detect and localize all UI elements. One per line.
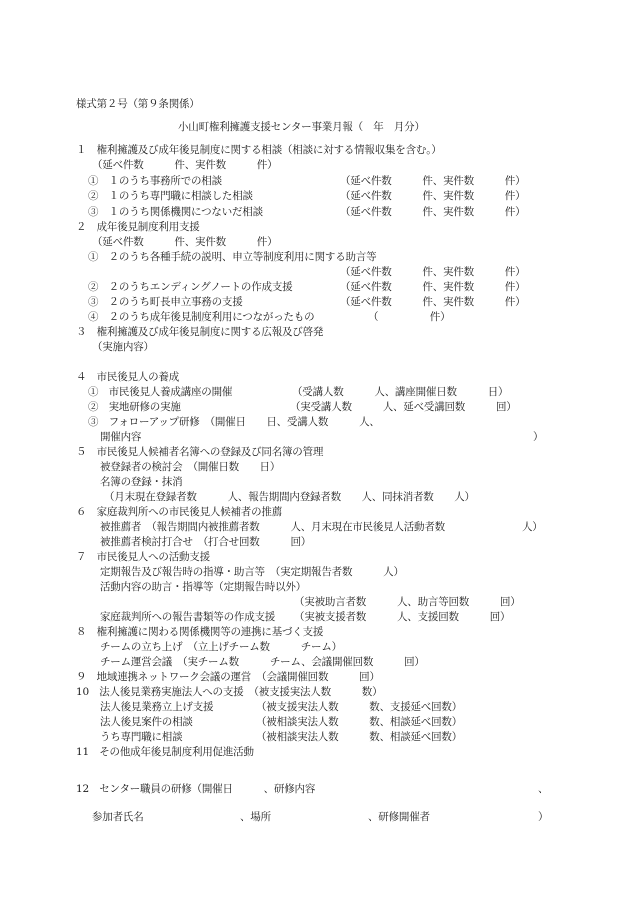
section-10-line-2-label: 法人後見案件の相談 [100,716,193,728]
section-2-item-1-label: ① ２のうち各種手続の説明、申立等制度利用に関する助言等 [88,251,377,263]
section-6-line-1-end: 人） [522,521,543,533]
section-1-item-2-counts: （延べ件数 件、実件数 件） [340,190,526,202]
section-2-item-2-counts: （延べ件数 件、実件数 件） [340,281,526,293]
section-5-heading: ５ 市民後見人候補者名簿への登録及び同名簿の管理 [76,446,324,458]
section-5-line-2: 名簿の登録・抹消 [100,476,183,488]
section-5-line-1: 被登録者の検討会 （開催日数 日） [100,461,281,473]
section-12-line-1: 12 センター職員の研修（開催日 、研修内容 [76,783,316,795]
section-10-line-3-counts: （被相談実法人数 数、相談延べ回数） [256,731,462,743]
section-2-item-1-counts: （延べ件数 件、実件数 件） [340,266,526,278]
section-12-venue: 、場所 [240,811,271,823]
section-6-heading: ６ 家庭裁判所への市民後見人候補者の推薦 [76,506,282,518]
section-10-line-1-label: 法人後見業務立上げ支援 [100,701,214,713]
section-7-line-3: （実被助言者数 人、助言等回数 回） [294,596,521,608]
section-2-item-4-label: ④ ２のうち成年後見制度利用につながったもの [88,311,315,323]
section-12-organizer: 、研修開催者 [368,811,430,823]
section-3-detail: （実施内容） [92,341,154,353]
section-4-item-3-close: ） [533,431,544,443]
section-6-line-2: 被推薦者検討打合せ （打合せ回数 回） [100,536,312,548]
section-10-heading: 10 法人後見業務実施法人への支援 （被支援実法人数 数） [76,686,383,698]
section-12-line-2-end: ） [538,811,549,823]
section-4-item-3-label: ③ フォローアップ研修 （開催日 日、受講人数 人、 [88,416,380,428]
section-4-item-1-counts: （受講人数 人、講座開催日数 日） [292,386,509,398]
section-2-counts: （延べ件数 件、実件数 件） [92,236,278,248]
section-8-line-2: チーム運営会議 （実チーム数 チーム、会議開催回数 回） [100,656,425,668]
section-3-heading: ３ 権利擁護及び成年後見制度に関する広報及び啓発 [76,326,324,338]
section-2-item-3-label: ③ ２のうち町長申立事務の支援 [88,296,243,308]
section-6-line-1: 被推薦者 （報告期間内被推薦者数 人、月末現在市民後見人活動者数 [100,521,445,533]
report-title: 小山町権利擁護支援センター事業月報（ 年 月分） [178,121,425,133]
section-12-line-1-end: 、 [538,783,549,795]
section-4-item-2-label: ② 実地研修の実施 [88,401,181,413]
section-7-heading: ７ 市民後見人への活動支援 [76,551,210,563]
section-7-line-1: 定期報告及び報告時の指導・助言等 （実定期報告者数 人） [100,566,404,578]
section-10-line-2-counts: （被相談実法人数 数、相談延べ回数） [256,716,462,728]
form-label: 様式第２号（第９条関係） [76,98,200,110]
section-1-item-1-label: ① １のうち事務所での相談 [88,175,222,187]
section-1-item-2-label: ② １のうち専門職に相談した相談 [88,190,253,202]
section-10-line-1-counts: （被支援実法人数 数、支援延べ回数） [256,701,462,713]
section-7-line-2: 活動内容の助言・指導等（定期報告時以外） [100,581,306,593]
section-4-item-1-label: ① 市民後見人養成講座の開催 [88,386,233,398]
section-8-heading: ８ 権利擁護に関わる関係機関等の連携に基づく支援 [76,626,324,638]
section-5-line-3: （月末現在登録者数 人、報告期間内登録者数 人、同抹消者数 人） [104,491,475,503]
section-2-item-3-counts: （延べ件数 件、実件数 件） [340,296,526,308]
section-1-counts: （延べ件数 件、実件数 件） [92,159,278,171]
section-12-participants: 参加者氏名 [92,811,144,823]
section-2-item-4-counts: （ 件） [368,311,451,323]
section-4-item-3-content: 開催内容 [100,431,142,443]
section-8-line-1: チームの立ち上げ （立上げチーム数 チーム） [100,641,342,653]
section-4-item-2-counts: （実受講人数 人、延べ受講回数 回） [290,401,517,413]
section-4-heading: ４ 市民後見人の養成 [76,371,179,383]
section-2-heading: ２ 成年後見制度利用支援 [76,221,200,233]
section-1-item-3-label: ③ １のうち関係機関につないだ相談 [88,206,263,218]
section-7-line-4-counts: （実被支援者数 人、支援回数 回） [294,611,511,623]
section-7-line-4-label: 家庭裁判所への報告書類等の作成支援 [100,611,276,623]
section-1-item-1-counts: （延べ件数 件、実件数 件） [340,175,526,187]
section-9-heading: ９ 地域連携ネットワーク会議の運営 （会議開催回数 回） [76,671,380,683]
section-1-heading: １ 権利擁護及び成年後見制度に関する相談（相談に対する情報収集を含む。） [76,144,442,156]
section-1-item-3-counts: （延べ件数 件、実件数 件） [340,206,526,218]
section-11-heading: 11 その他成年後見制度利用促進活動 [76,746,254,758]
section-10-line-3-label: うち専門職に相談 [100,731,183,743]
section-2-item-2-label: ② ２のうちエンディングノートの作成支援 [88,281,293,293]
